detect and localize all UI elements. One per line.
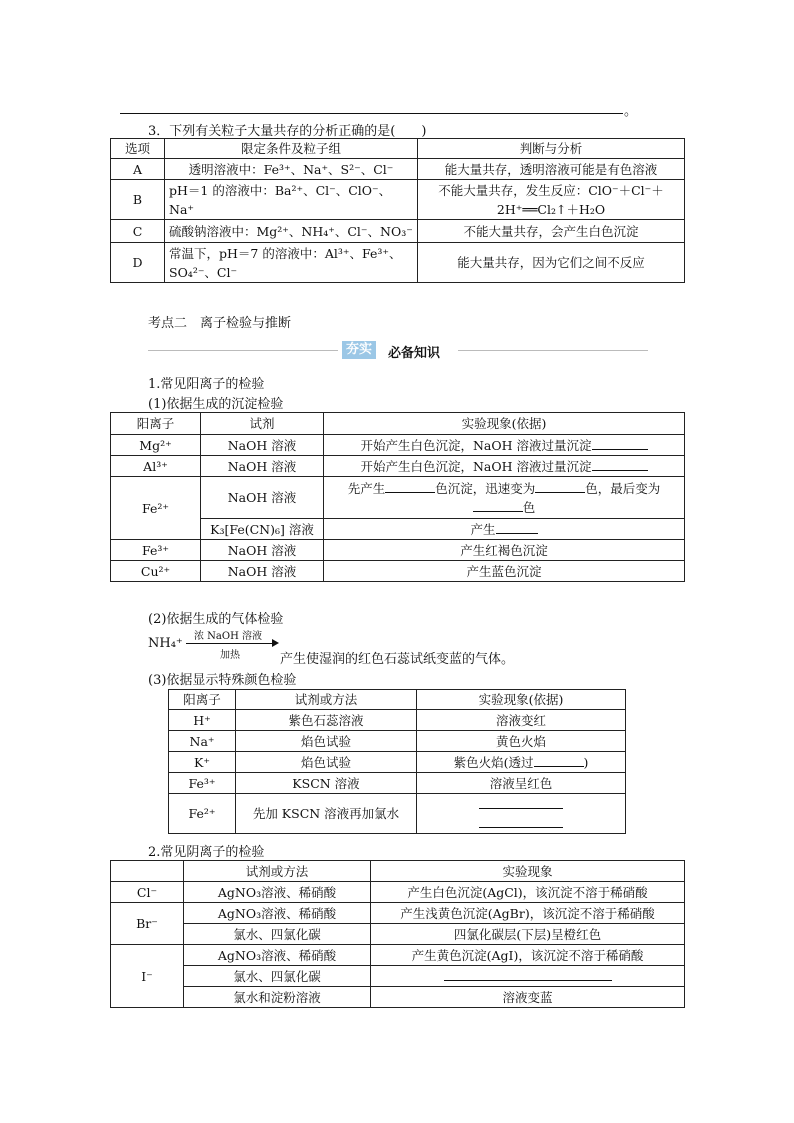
ion-cell: Al³⁺ bbox=[111, 456, 201, 477]
ion-cell: Na⁺ bbox=[169, 731, 236, 752]
ion-cell: Cl⁻ bbox=[111, 882, 184, 903]
condition-cell: 常温下，pH＝7 的溶液中：Al³⁺、Fe³⁺、SO₄²⁻、Cl⁻ bbox=[165, 243, 418, 283]
method-cell: 氯水和淀粉溶液 bbox=[184, 987, 371, 1008]
anion-heading: 2.常见阴离子的检验 bbox=[148, 845, 265, 860]
judgement-cell: 不能大量共存，会产生白色沉淀 bbox=[418, 220, 685, 243]
arrow-head bbox=[272, 639, 279, 647]
cation-color-table bbox=[168, 689, 626, 834]
ion-cell: H⁺ bbox=[169, 710, 236, 731]
arrow-top-label: 浓 NaOH 溶液 bbox=[194, 631, 262, 642]
method-cell: 紫色石蕊溶液 bbox=[236, 710, 417, 731]
col-header bbox=[111, 861, 184, 882]
reagent-cell: K₃[Fe(CN)₆] 溶液 bbox=[201, 519, 324, 540]
divider-right bbox=[458, 350, 648, 351]
col-header: 实验现象(依据) bbox=[324, 413, 685, 435]
question-stem: 3．下列有关粒子大量共存的分析正确的是( ) bbox=[148, 124, 427, 139]
option-label: D bbox=[111, 243, 165, 283]
ion-cell: K⁺ bbox=[169, 752, 236, 773]
phenomenon-cell: 开始产生白色沉淀，NaOH 溶液过量沉淀 bbox=[324, 456, 685, 477]
arrow-bottom-label: 加热 bbox=[220, 650, 240, 661]
section-badge: 夯实 bbox=[342, 341, 376, 359]
subheading-color: (3)依据显示特殊颜色检验 bbox=[148, 673, 297, 688]
col-header: 阳离子 bbox=[169, 690, 236, 710]
method-cell: 先加 KSCN 溶液再加氯水 bbox=[236, 794, 417, 834]
method-cell: 焰色试验 bbox=[236, 731, 417, 752]
method-cell: 焰色试验 bbox=[236, 752, 417, 773]
answer-line bbox=[120, 113, 623, 114]
condition-cell: 透明溶液中：Fe³⁺、Na⁺、S²⁻、Cl⁻ bbox=[165, 159, 418, 180]
phenomenon-cell: 产生 bbox=[324, 519, 685, 540]
method-cell: AgNO₃溶液、稀硝酸 bbox=[184, 945, 371, 966]
ion-cell: Br⁻ bbox=[111, 903, 184, 945]
judgement-cell: 能大量共存，透明溶液可能是有色溶液 bbox=[418, 159, 685, 180]
col-header: 阳离子 bbox=[111, 413, 201, 435]
condition-cell: 硫酸钠溶液中：Mg²⁺、NH₄⁺、Cl⁻、NO₃⁻ bbox=[165, 220, 418, 243]
method-cell: AgNO₃溶液、稀硝酸 bbox=[184, 903, 371, 924]
ion-cell: Fe³⁺ bbox=[169, 773, 236, 794]
condition-cell: pH＝1 的溶液中：Ba²⁺、Cl⁻、ClO⁻、Na⁺ bbox=[165, 180, 418, 220]
method-cell: KSCN 溶液 bbox=[236, 773, 417, 794]
phenomenon-cell: 产生白色沉淀(AgCl)，该沉淀不溶于稀硝酸 bbox=[371, 882, 685, 903]
phenomenon-cell: 产生黄色沉淀(AgI)，该沉淀不溶于稀硝酸 bbox=[371, 945, 685, 966]
col-header: 实验现象(依据) bbox=[417, 690, 626, 710]
ion-cell: Cu²⁺ bbox=[111, 561, 201, 582]
reagent-cell: NaOH 溶液 bbox=[201, 561, 324, 582]
ion-cell: Fe²⁺ bbox=[111, 477, 201, 540]
phenomenon-cell: 四氯化碳层(下层)呈橙红色 bbox=[371, 924, 685, 945]
phenomenon-cell: 溶液呈红色 bbox=[417, 773, 626, 794]
cation-heading: 1.常见阳离子的检验 bbox=[148, 377, 265, 392]
col-header: 选项 bbox=[111, 139, 165, 159]
col-header: 实验现象 bbox=[371, 861, 685, 882]
col-header: 试剂或方法 bbox=[236, 690, 417, 710]
method-cell: 氯水、四氯化碳 bbox=[184, 966, 371, 987]
phenomenon-cell: 溶液变红 bbox=[417, 710, 626, 731]
ion-cell: Fe³⁺ bbox=[111, 540, 201, 561]
phenomenon-cell: 产生浅黄色沉淀(AgBr)，该沉淀不溶于稀硝酸 bbox=[371, 903, 685, 924]
reaction-arrow bbox=[186, 643, 276, 644]
ammonium-ion: NH₄⁺ bbox=[148, 636, 183, 651]
method-cell: AgNO₃溶液、稀硝酸 bbox=[184, 882, 371, 903]
subheading-gas: (2)依据生成的气体检验 bbox=[148, 612, 284, 627]
answer-period: 。 bbox=[624, 104, 638, 119]
col-header: 限定条件及粒子组 bbox=[165, 139, 418, 159]
cation-precipitate-table bbox=[110, 412, 685, 582]
judgement-cell: 能大量共存，因为它们之间不反应 bbox=[418, 243, 685, 283]
subheading-precipitate: (1)依据生成的沉淀检验 bbox=[148, 397, 284, 412]
anion-table bbox=[110, 860, 685, 1008]
option-label: C bbox=[111, 220, 165, 243]
col-header: 试剂或方法 bbox=[184, 861, 371, 882]
reagent-cell: NaOH 溶液 bbox=[201, 540, 324, 561]
reagent-cell: NaOH 溶液 bbox=[201, 435, 324, 456]
phenomenon-cell: 黄色火焰 bbox=[417, 731, 626, 752]
phenomenon-cell bbox=[417, 794, 626, 834]
judgement-cell: 不能大量共存，发生反应：ClO⁻＋Cl⁻＋2H⁺══Cl₂↑＋H₂O bbox=[418, 180, 685, 220]
section-title: 考点二 离子检验与推断 bbox=[148, 316, 292, 331]
phenomenon-cell bbox=[371, 966, 685, 987]
phenomenon-cell: 紫色火焰(透过 ) bbox=[417, 752, 626, 773]
badge-text: 必备知识 bbox=[388, 346, 441, 361]
ion-cell: Fe²⁺ bbox=[169, 794, 236, 834]
phenomenon-cell: 溶液变蓝 bbox=[371, 987, 685, 1008]
col-header: 试剂 bbox=[201, 413, 324, 435]
method-cell: 氯水、四氯化碳 bbox=[184, 924, 371, 945]
phenomenon-cell: 产生蓝色沉淀 bbox=[324, 561, 685, 582]
divider-left bbox=[148, 350, 338, 351]
phenomenon-cell: 开始产生白色沉淀，NaOH 溶液过量沉淀 bbox=[324, 435, 685, 456]
option-label: A bbox=[111, 159, 165, 180]
ion-cell: Mg²⁺ bbox=[111, 435, 201, 456]
phenomenon-cell: 先产生 色沉淀，迅速变为 色，最后变为 色 bbox=[324, 477, 685, 519]
reagent-cell: NaOH 溶液 bbox=[201, 477, 324, 519]
phenomenon-cell: 产生红褐色沉淀 bbox=[324, 540, 685, 561]
col-header: 判断与分析 bbox=[418, 139, 685, 159]
option-label: B bbox=[111, 180, 165, 220]
ion-cell: I⁻ bbox=[111, 945, 184, 1008]
q3-table bbox=[110, 138, 685, 283]
reagent-cell: NaOH 溶液 bbox=[201, 456, 324, 477]
gas-result: 产生使湿润的红色石蕊试纸变蓝的气体。 bbox=[280, 652, 515, 667]
